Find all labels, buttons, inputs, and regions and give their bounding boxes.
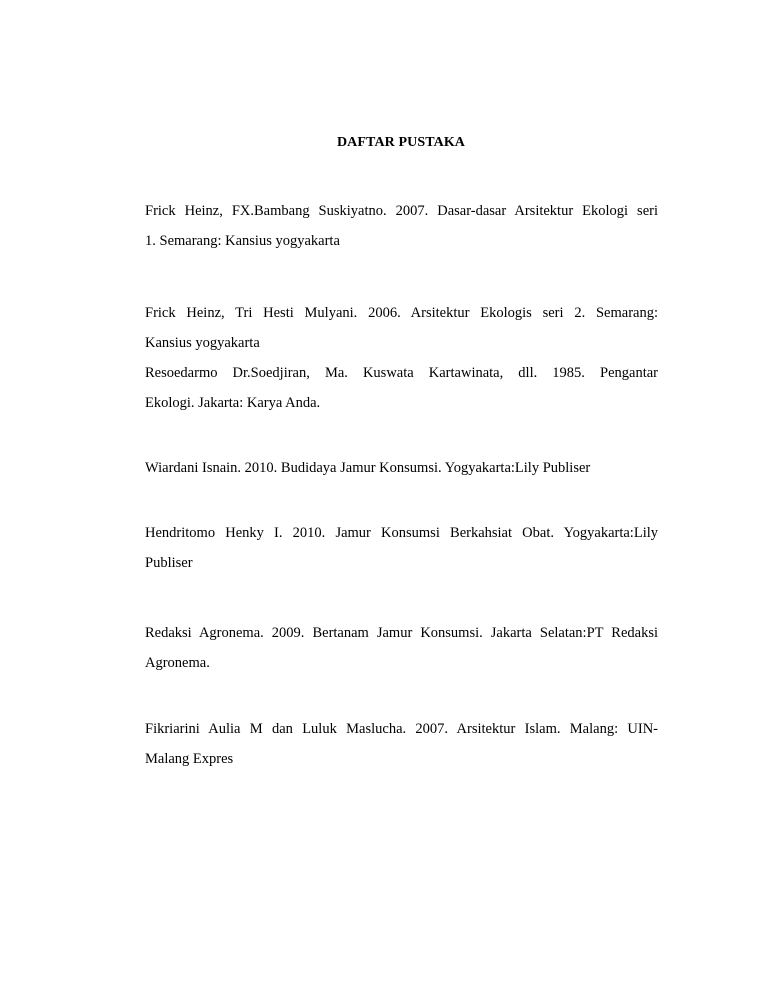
- reference-entry: [145, 518, 658, 578]
- reference-line: Frick Heinz, Tri Hesti Mulyani. 2006. Arsitektur Ekologis seri 2. Semarang:: [145, 305, 658, 321]
- reference-line: Redaksi Agronema. 2009. Bertanam Jamur Konsumsi. Jakarta Selatan:PT Redaksi: [145, 625, 658, 641]
- reference-line: Kansius yogyakarta: [145, 335, 260, 351]
- reference-entry: [145, 298, 658, 358]
- reference-entry: [145, 196, 658, 256]
- page-title: DAFTAR PUSTAKA: [336, 135, 466, 150]
- reference-line: Hendritomo Henky I. 2010. Jamur Konsumsi Berkahsiat Obat. Yogyakarta:Lily: [145, 525, 658, 541]
- reference-entry: [145, 358, 658, 418]
- reference-line: Agronema.: [145, 655, 210, 671]
- reference-line: 1. Semarang: Kansius yogyakarta: [145, 233, 340, 249]
- reference-entry: [145, 618, 658, 678]
- reference-line: Resoedarmo Dr.Soedjiran, Ma. Kuswata Kartawinata, dll. 1985. Pengantar: [145, 365, 658, 381]
- reference-entry: [145, 453, 658, 483]
- reference-entry: [145, 714, 658, 774]
- reference-line: Frick Heinz, FX.Bambang Suskiyatno. 2007. Dasar-dasar Arsitektur Ekologi seri: [145, 203, 658, 219]
- reference-line: Malang Expres: [145, 751, 234, 767]
- reference-line: Publiser: [145, 555, 193, 571]
- reference-line: Ekologi. Jakarta: Karya Anda.: [145, 395, 321, 411]
- reference-line: Fikriarini Aulia M dan Luluk Maslucha. 2007. Arsitektur Islam. Malang: UIN-: [145, 721, 658, 737]
- reference-line: Wiardani Isnain. 2010. Budidaya Jamur Konsumsi. Yogyakarta:Lily Publiser: [145, 460, 591, 476]
